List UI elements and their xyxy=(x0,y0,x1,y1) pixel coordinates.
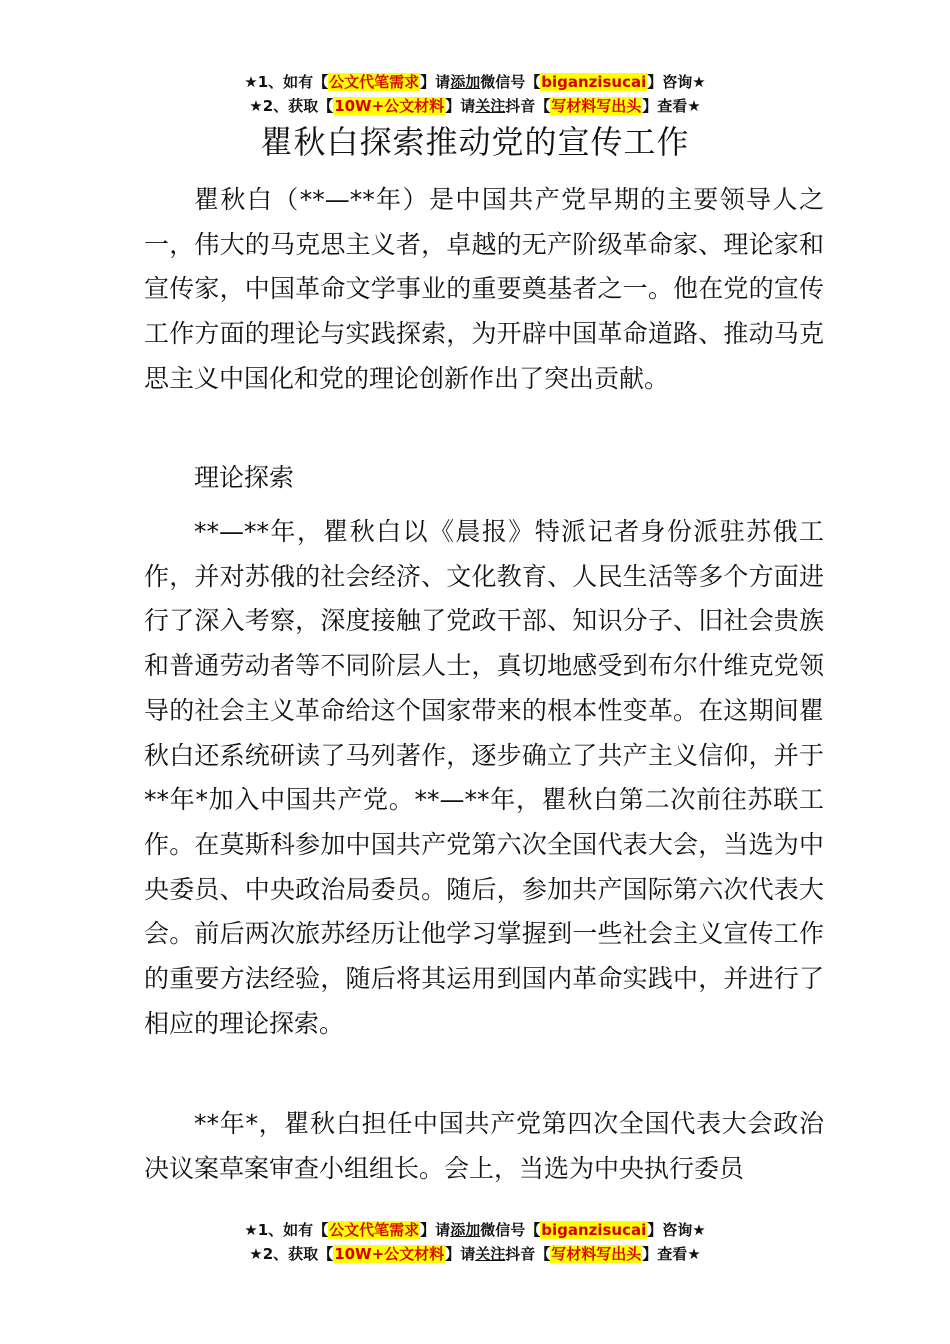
banner-underline: 添加 xyxy=(450,73,481,91)
banner-line-2 xyxy=(0,1242,950,1266)
banner-line-2 xyxy=(0,94,950,118)
body-paragraph-intro xyxy=(144,178,824,402)
paragraph-text: 瞿秋白（**—**年）是中国共产党早期的主要领导人之一，伟大的马克思主义者，卓越的无产阶级革命家、理论家和宣传家，中国革命文学事业的重要奠基者之一。他在党的宣传工作方面的理论与实践探索，为开辟中国革命道路、推动马克思主义中国化和党的理论创新作出了突出贡献。 xyxy=(144,185,824,393)
banner-highlight: 写材料写出头 xyxy=(551,1245,642,1263)
banner-line-1 xyxy=(0,70,950,94)
banner-text: ★2、获取【 xyxy=(249,97,334,115)
banner-text: 】查看★ xyxy=(642,1245,701,1263)
banner-text: 】请 xyxy=(420,73,451,91)
banner-text: 】咨询★ xyxy=(647,1221,706,1239)
body-paragraph-congress xyxy=(144,1102,824,1191)
banner-text: 】请 xyxy=(445,1245,476,1263)
banner-highlight: biganzisucai xyxy=(541,73,647,91)
banner-underline: 添加 xyxy=(450,1221,481,1239)
banner-highlight: 10W+公文材料 xyxy=(334,97,445,115)
banner-text: 】请 xyxy=(445,97,476,115)
banner-text: ★1、如有【 xyxy=(244,1221,329,1239)
paragraph-text: **—**年，瞿秋白以《晨报》特派记者身份派驻苏俄工作，并对苏俄的社会经济、文化教育、人民生活等多个方面进行了深入考察，深度接触了党政干部、知识分子、旧社会贵族和普通劳动者等不同阶层人士，真切地感受到布尔什维克党领导的社会主义革命给这个国家带来的根本性变革。在这期间瞿秋白还系统研读了马列著作，逐步确立了共产主义信仰，并于**年*加入中国共产党。**—**年，瞿秋白第二次前往苏联工作。在莫斯科参加中国共产党第六次全国代表大会，当选为中央委员、中央政治局委员。随后，参加共产国际第六次代表大会。前后两次旅苏经历让他学习掌握到一些社会主义宣传工作的重要方法经验，随后将其运用到国内革命实践中，并进行了相应的理论探索。 xyxy=(144,517,824,1038)
section-heading xyxy=(144,456,824,501)
banner-text: ★2、获取【 xyxy=(249,1245,334,1263)
banner-text: 微信号【 xyxy=(480,1221,541,1239)
banner-highlight: 公文代笔需求 xyxy=(329,1221,420,1239)
header-banner xyxy=(0,70,950,118)
banner-text: ★1、如有【 xyxy=(244,73,329,91)
banner-underline: 关注 xyxy=(475,97,506,115)
section-heading-text: 理论探索 xyxy=(194,463,295,492)
banner-text: 】请 xyxy=(420,1221,451,1239)
banner-underline: 关注 xyxy=(475,1245,506,1263)
footer-banner xyxy=(0,1218,950,1266)
banner-text: 抖音【 xyxy=(505,1245,551,1263)
body-paragraph-theory xyxy=(144,510,824,1046)
banner-highlight: 10W+公文材料 xyxy=(334,1245,445,1263)
document-title: 瞿秋白探索推动党的宣传工作 xyxy=(260,123,690,161)
banner-text: 】咨询★ xyxy=(647,73,706,91)
banner-text: 抖音【 xyxy=(505,97,551,115)
banner-text: 微信号【 xyxy=(480,73,541,91)
banner-highlight: 写材料写出头 xyxy=(551,97,642,115)
banner-text: 】查看★ xyxy=(642,97,701,115)
banner-highlight: 公文代笔需求 xyxy=(329,73,420,91)
paragraph-text: **年*，瞿秋白担任中国共产党第四次全国代表大会政治决议案草案审查小组组长。会上，当选为中央执行委员 xyxy=(144,1109,824,1183)
banner-line-1 xyxy=(0,1218,950,1242)
banner-highlight: biganzisucai xyxy=(541,1221,647,1239)
